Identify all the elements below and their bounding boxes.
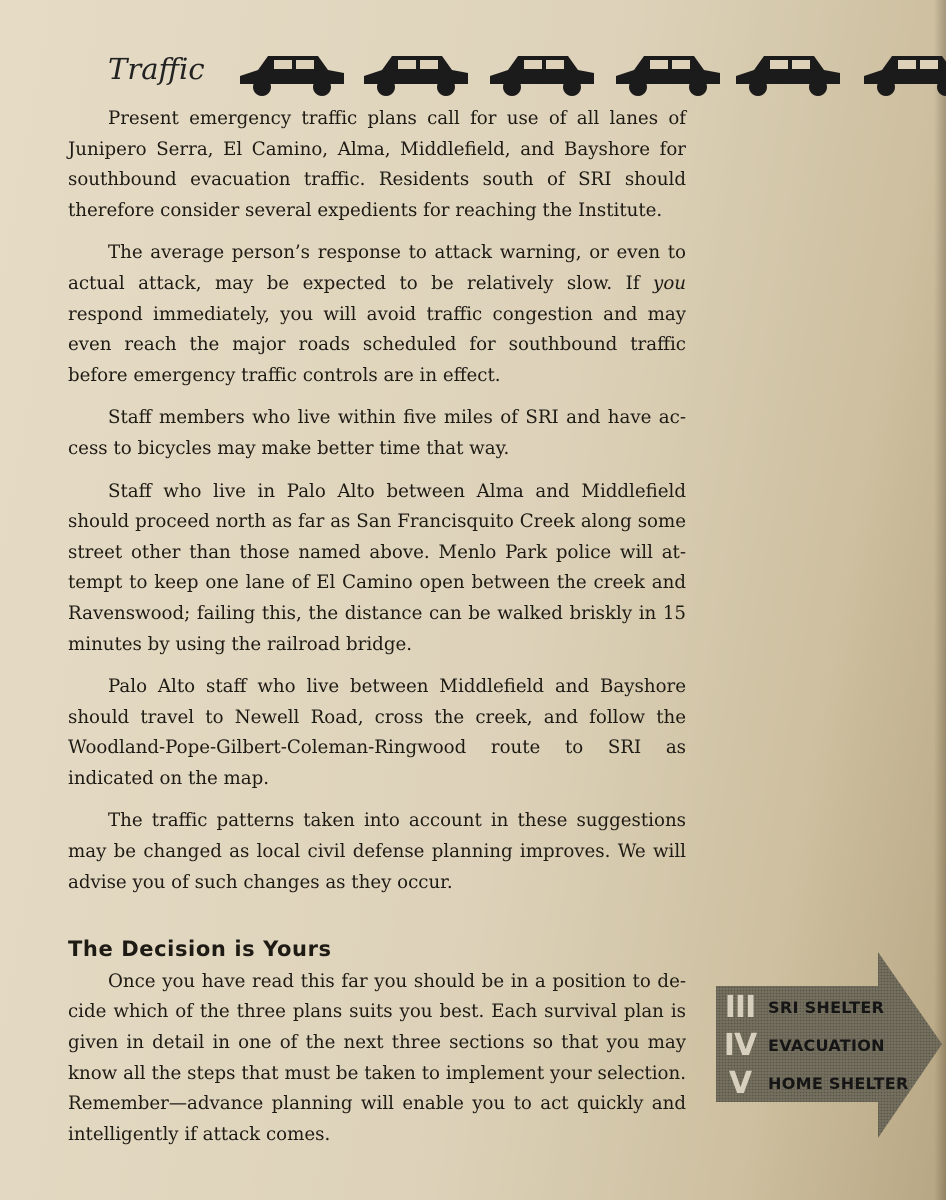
plan-index	[716, 990, 916, 1104]
plan-label: EVACUATION	[768, 1036, 885, 1055]
plan-label: SRI SHELTER	[768, 998, 885, 1017]
paragraph-bicycles: Staff members who live within five miles of SRI and have access to bicycles may make better time that way.	[68, 407, 686, 459]
car-icon	[486, 50, 598, 100]
plan-index-item	[716, 1066, 916, 1104]
car-icon	[732, 50, 844, 100]
emphasis-you: you	[653, 272, 686, 294]
paragraph-decision: Once you have read this far you should be in a position to decide which of the three plans suits you best. Each survival plan is given in detail in one of the next three sections so that you may know all the steps that must be taken to implement your selection. Remember—advance planning will enable you to act quickly and intelligently if attack comes.	[68, 970, 686, 1145]
section-title-traffic: Traffic	[108, 52, 205, 86]
plan-index-item	[716, 1028, 916, 1066]
section-numeral: IV	[723, 1028, 757, 1063]
paragraph-text: The average person’s response to attack warning, or even to actual attack, may be expected to be relatively slow. If	[68, 242, 686, 294]
section-numeral: III	[724, 990, 756, 1025]
paragraph-response-speed	[68, 238, 686, 391]
car-icon	[236, 50, 348, 100]
plan-label: HOME SHELTER	[768, 1074, 909, 1093]
paragraph-evacuation-routes: Present emergency traffic plans call for use of all lanes of Junipero Serra, El Camino, Alma, Middlefield, and Bayshore for southbound evacuation traffic. Residents south of SRI should therefore consider several expedients for reaching the Institute.	[68, 108, 686, 221]
paragraph-text: respond immediately, you will avoid traffic congestion and may even reach the major roads scheduled for southbound traffic before emergency traffic controls are in effect.	[68, 303, 686, 386]
section-title-decision: The Decision is Yours	[68, 937, 332, 962]
section-numeral: V	[728, 1066, 752, 1101]
paragraph-palo-alto-bayshore: Palo Alto staff who live between Middlefield and Bayshore should travel to Newell Road, cross the creek, and follow the Woodland-Pope-Gilbert-Coleman-Ringwood route to SRI as indicated on the map.	[68, 676, 686, 789]
car-row	[236, 50, 946, 100]
body-text	[68, 104, 686, 1162]
car-icon	[860, 50, 946, 100]
paragraph-palo-alto-alma: Staff who live in Palo Alto between Alma and Middlefield should proceed north as far as San Francisquito Creek along some street other than those named above. Menlo Park police will attempt to keep one lane of El Camino open between the creek and Ravenswood; failing this, the distance can be walked briskly in 15 minutes by using the railroad bridge.	[68, 480, 686, 655]
paragraph-traffic-patterns: The traffic patterns taken into account in these suggestions may be changed as local civil defense planning improves. We will advise you of such changes as they occur.	[68, 810, 686, 893]
car-icon	[360, 50, 472, 100]
car-icon	[612, 50, 724, 100]
plan-index-item	[716, 990, 916, 1028]
